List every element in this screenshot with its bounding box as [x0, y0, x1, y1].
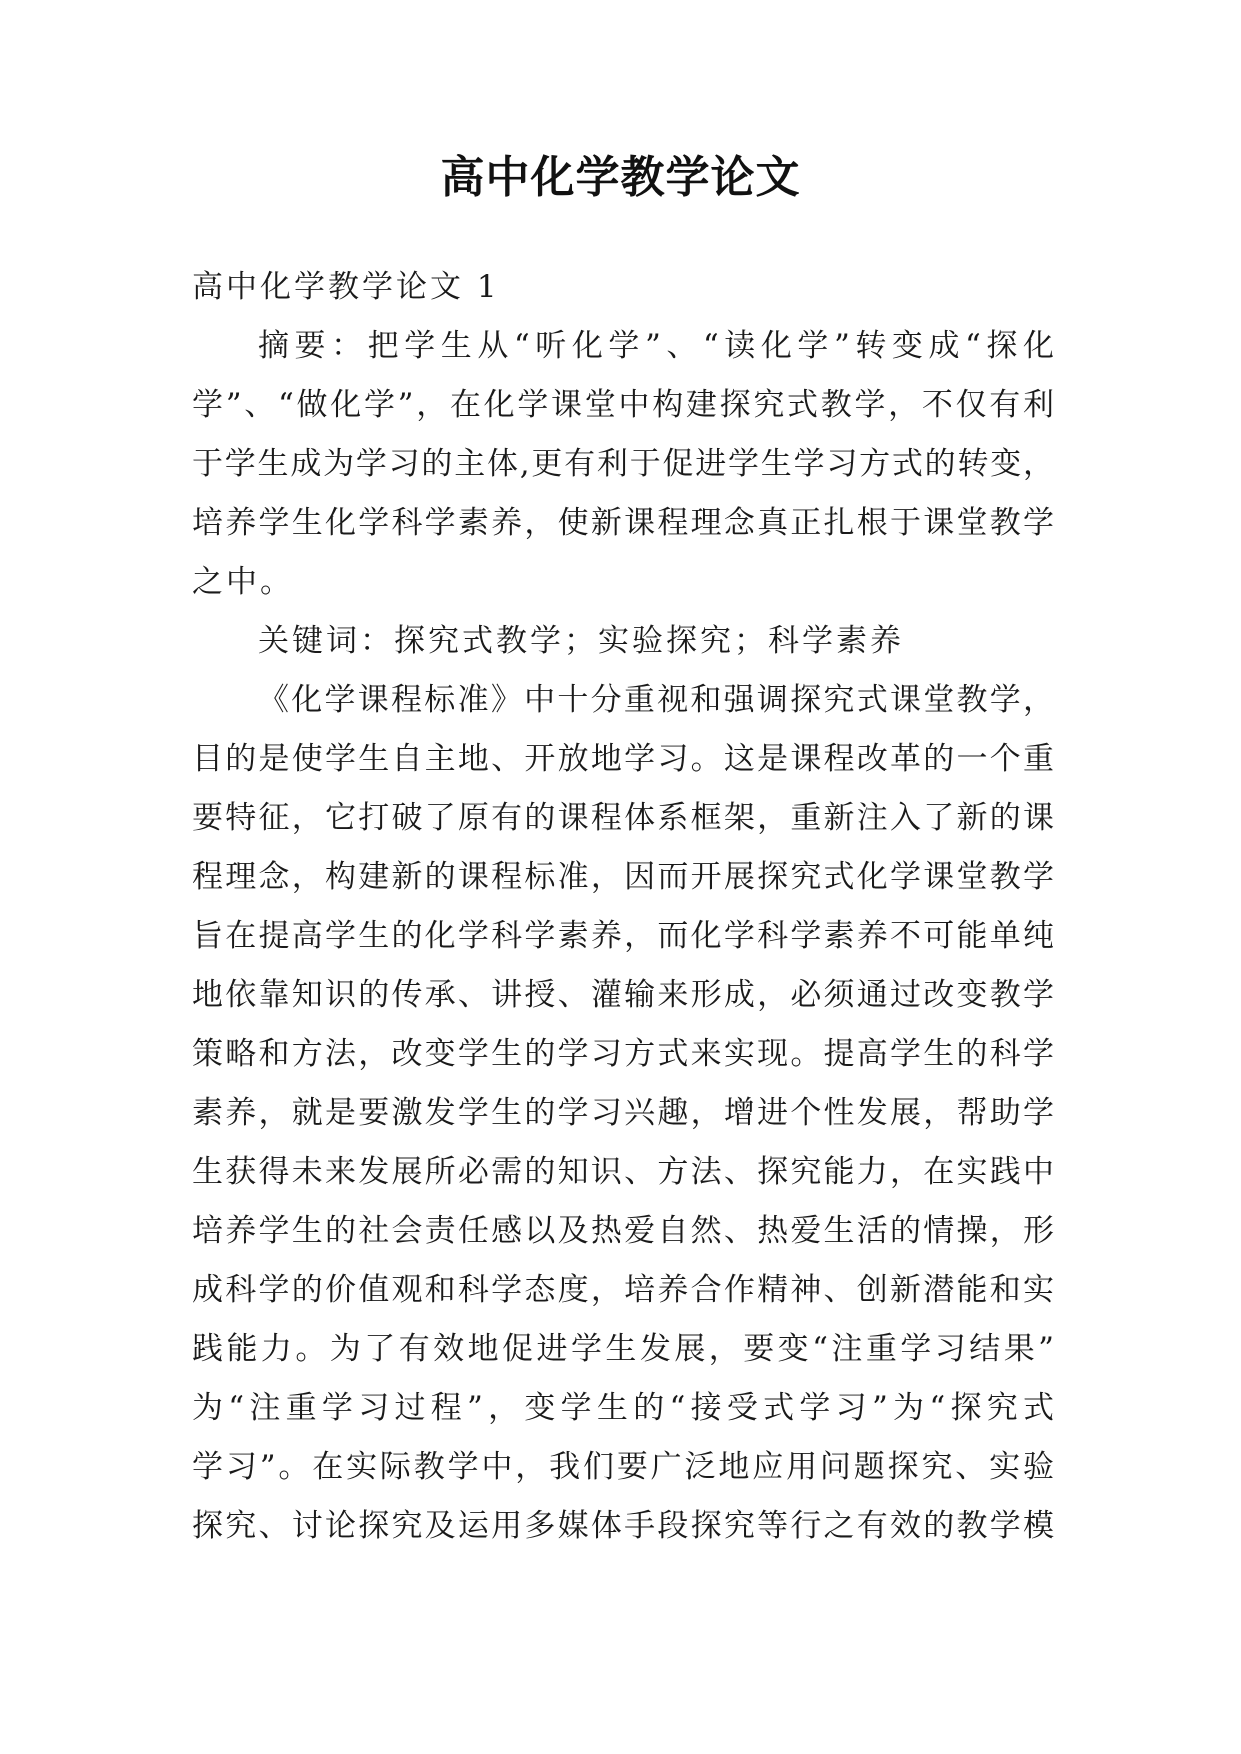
document-body	[192, 258, 1054, 1556]
body-line: 程理念，构建新的课程标准，因而开展探究式化学课堂教学	[192, 859, 1054, 895]
body-line: 培养学生的社会责任感以及热爱自然、热爱生活的情操，形	[192, 1213, 1054, 1249]
body-line: 《化学课程标准》中十分重视和强调探究式课堂教学，	[258, 682, 1054, 718]
keywords-line: 关键词：探究式教学；实验探究；科学素养	[258, 623, 904, 659]
body-line: 生获得未来发展所必需的知识、方法、探究能力，在实践中	[192, 1154, 1054, 1190]
abstract-line: 培养学生化学科学素养，使新课程理念真正扎根于课堂教学	[192, 505, 1054, 541]
abstract-line: 学”、“做化学”，在化学课堂中构建探究式教学，不仅有利	[192, 387, 1054, 423]
body-line: 目的是使学生自主地、开放地学习。这是课程改革的一个重	[192, 741, 1054, 777]
page-title: 高中化学教学论文	[440, 152, 801, 203]
body-line: 学习”。在实际教学中，我们要广泛地应用问题探究、实验	[192, 1449, 1054, 1485]
abstract-line: 之中。	[192, 564, 294, 600]
body-line: 践能力。为了有效地促进学生发展，要变“注重学习结果”	[192, 1331, 1054, 1367]
abstract-line: 于学生成为学习的主体,更有利于促进学生学习方式的转变，	[192, 446, 1054, 482]
body-line: 成科学的价值观和科学态度，培养合作精神、创新潜能和实	[192, 1272, 1054, 1308]
section-heading: 高中化学教学论文 1	[192, 269, 500, 305]
body-line: 地依靠知识的传承、讲授、灌输来形成，必须通过改变教学	[192, 977, 1054, 1013]
body-line: 为“注重学习过程”，变学生的“接受式学习”为“探究式	[192, 1390, 1054, 1426]
body-line: 素养，就是要激发学生的学习兴趣，增进个性发展，帮助学	[192, 1095, 1054, 1131]
abstract-line: 摘要：把学生从“听化学”、“读化学”转变成“探化	[258, 328, 1054, 364]
body-line: 策略和方法，改变学生的学习方式来实现。提高学生的科学	[192, 1036, 1054, 1072]
body-line: 旨在提高学生的化学科学素养，而化学科学素养不可能单纯	[192, 918, 1054, 954]
body-line: 要特征，它打破了原有的课程体系框架，重新注入了新的课	[192, 800, 1054, 836]
body-line: 探究、讨论探究及运用多媒体手段探究等行之有效的教学模	[192, 1508, 1054, 1544]
